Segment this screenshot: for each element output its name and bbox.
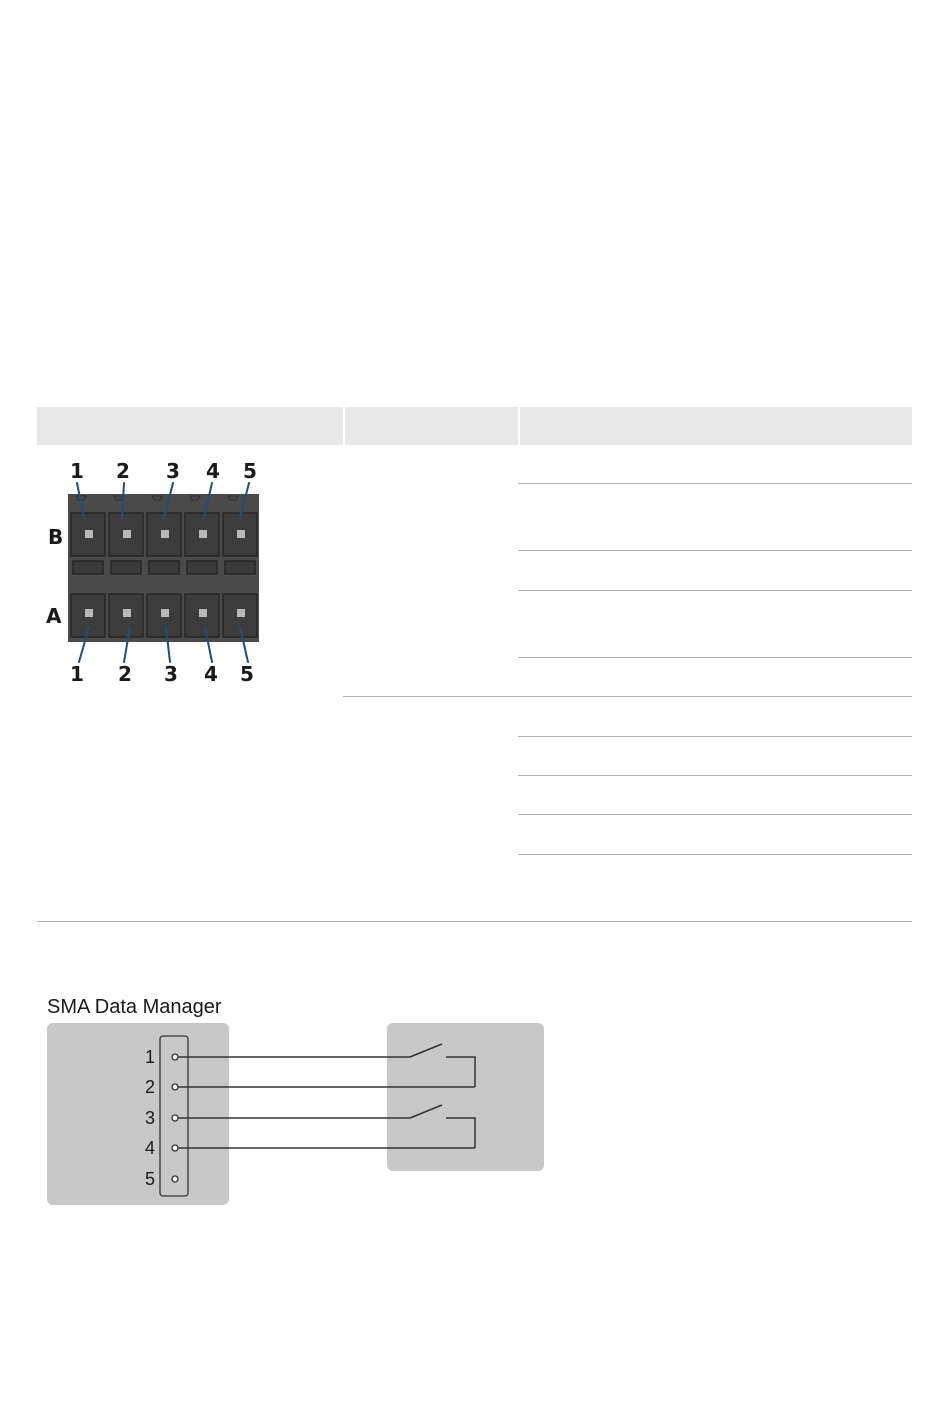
table-row-rule <box>518 736 912 737</box>
wiring-graphic <box>44 990 564 1215</box>
pin-number: 1 <box>70 662 84 686</box>
terminal-number: 3 <box>145 1108 156 1128</box>
table-bottom-rule <box>37 921 912 922</box>
connector-graphic <box>40 456 270 688</box>
terminal-number: 1 <box>145 1047 156 1067</box>
terminal-number: 2 <box>145 1077 156 1097</box>
header-separator <box>343 407 345 445</box>
table-row-rule <box>518 814 912 815</box>
header-separator <box>518 407 520 445</box>
table-row-rule <box>518 657 912 658</box>
terminal-number: 5 <box>145 1169 156 1189</box>
pin-number: 3 <box>166 459 180 483</box>
table-row-rule <box>518 854 912 855</box>
table-header <box>37 407 912 445</box>
table-row-rule <box>518 483 912 484</box>
row-label-b: B <box>48 525 64 549</box>
pin-number: 3 <box>164 662 178 686</box>
row-label-a: A <box>46 604 62 628</box>
pin-number: 2 <box>118 662 132 686</box>
pin-number: 4 <box>206 459 220 483</box>
pin-number: 4 <box>204 662 218 686</box>
pin-number: 5 <box>243 459 257 483</box>
table-group-rule <box>343 696 912 697</box>
connector-illustration <box>40 456 270 688</box>
pin-number: 2 <box>116 459 130 483</box>
table-row-rule <box>518 550 912 551</box>
table-row-rule <box>518 775 912 776</box>
device-title: SMA Data Manager <box>47 996 222 1018</box>
wiring-diagram <box>44 990 564 1215</box>
table-row-rule <box>518 590 912 591</box>
pin-number: 1 <box>70 459 84 483</box>
terminal-number: 4 <box>145 1138 156 1158</box>
pin-number: 5 <box>240 662 254 686</box>
